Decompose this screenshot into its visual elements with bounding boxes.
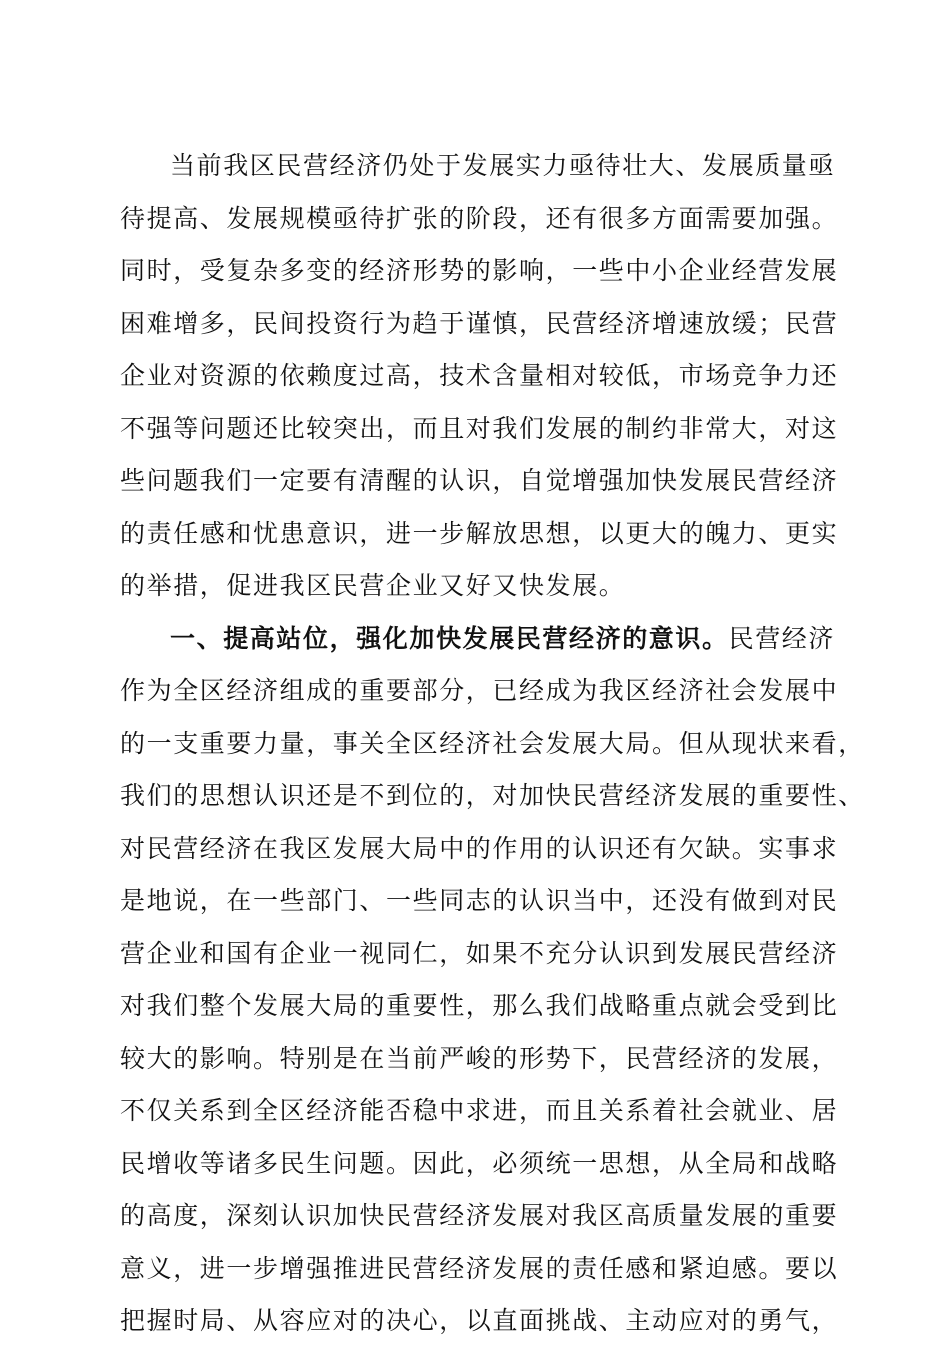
paragraph-line: 营企业和国有企业一视同仁，如果不充分认识到发展民营经济 [120, 938, 839, 968]
paragraph-line: 意义，进一步增强推进民营经济发展的责任感和紧迫感。要以 [120, 1253, 839, 1283]
paragraph-line: 对我们整个发展大局的重要性，那么我们战略重点就会受到比 [120, 991, 839, 1020]
section-heading: 一、提高站位，强化加快发展民营经济的意识。 [170, 623, 729, 653]
paragraph-line: 我们的思想认识还是不到位的，对加快民营经济发展的重要性、 [120, 781, 865, 810]
section-first-line [120, 613, 836, 666]
paragraph-line: 把握时局、从容应对的决心，以直面挑战、主动应对的勇气， [120, 1306, 839, 1335]
paragraph-line: 当前我区民营经济仍处于发展实力亟待壮大、发展质量亟 [170, 151, 836, 180]
paragraph-line: 的一支重要力量，事关全区经济社会发展大局。但从现状来看， [120, 728, 865, 758]
paragraph-line: 较大的影响。特别是在当前严峻的形势下，民营经济的发展， [120, 1043, 839, 1073]
paragraph-line: 是地说，在一些部门、一些同志的认识当中，还没有做到对民 [120, 886, 839, 915]
paragraph-line: 的高度，深刻认识加快民营经济发展对我区高质量发展的重要 [120, 1201, 839, 1230]
paragraph-line: 待提高、发展规模亟待扩张的阶段，还有很多方面需要加强。 [120, 203, 839, 233]
section-first-line-text: 民营经济 [728, 623, 836, 653]
paragraph-line: 作为全区经济组成的重要部分，已经成为我区经济社会发展中 [120, 676, 839, 705]
paragraph-line: 企业对资源的依赖度过高，技术含量相对较低，市场竞争力还 [120, 361, 839, 390]
paragraph-line: 不强等问题还比较突出，而且对我们发展的制约非常大，对这 [120, 413, 839, 443]
paragraph-line: 的举措，促进我区民营企业又好又快发展。 [120, 571, 626, 600]
paragraph-line: 同时，受复杂多变的经济形势的影响，一些中小企业经营发展 [120, 256, 839, 285]
paragraph-line: 对民营经济在我区发展大局中的作用的认识还有欠缺。实事求 [120, 833, 839, 863]
document-body [120, 140, 865, 1348]
paragraph-line: 的责任感和忧患意识，进一步解放思想，以更大的魄力、更实 [120, 518, 839, 548]
paragraph-line: 民增收等诸多民生问题。因此，必须统一思想，从全局和战略 [120, 1148, 839, 1178]
paragraph-section-one [120, 613, 865, 1348]
paragraph-line: 困难增多，民间投资行为趋于谨慎，民营经济增速放缓；民营 [120, 308, 839, 338]
paragraph-line: 不仅关系到全区经济能否稳中求进，而且关系着社会就业、居 [120, 1096, 839, 1125]
paragraph-intro [120, 140, 839, 613]
paragraph-line: 些问题我们一定要有清醒的认识，自觉增强加快发展民营经济 [120, 466, 839, 495]
